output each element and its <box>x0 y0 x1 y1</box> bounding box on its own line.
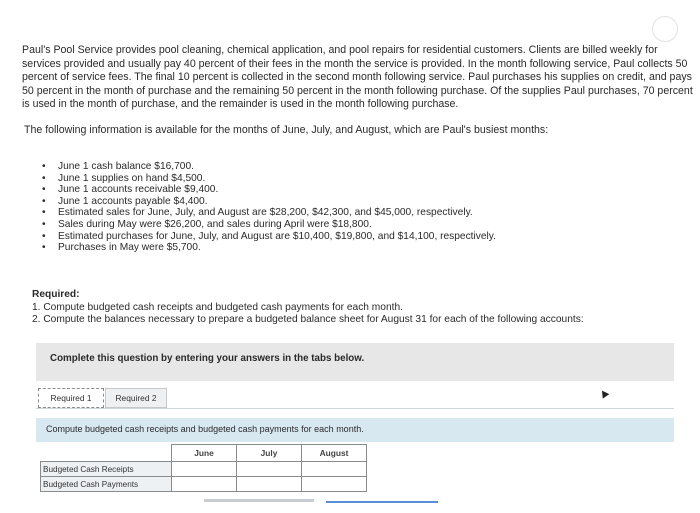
column-header-july: July <box>237 445 302 462</box>
required-item: 2. Compute the balances necessary to prepare a budgeted balance sheet for August 31 for each of the following accounts: <box>32 313 584 325</box>
decorative-circle-icon <box>652 16 678 42</box>
required-list <box>32 302 584 325</box>
cash-payments-august-input[interactable] <box>304 477 364 491</box>
cash-payments-june-input[interactable] <box>174 477 234 491</box>
required-heading: Required: <box>32 289 80 300</box>
row-label-cash-payments: Budgeted Cash Payments <box>41 477 172 492</box>
instruction-text: Compute budgeted cash receipts and budgeted cash payments for each month. <box>46 424 364 434</box>
mouse-cursor-icon <box>599 388 610 398</box>
column-header-june: June <box>172 445 237 462</box>
scrollbar-thumb[interactable] <box>326 501 438 503</box>
required-item: 1. Compute budgeted cash receipts and budgeted cash payments for each month. <box>32 302 403 313</box>
question-box-text: Complete this question by entering your answers in the tabs below. <box>50 353 365 364</box>
bullet-item: • Sales during May were $26,200, and sales during April were $18,800. <box>42 219 496 231</box>
table-row <box>41 462 367 477</box>
bullet-item: • June 1 supplies on hand $4,500. <box>42 173 496 185</box>
table-header-row <box>41 445 367 462</box>
horizontal-scrollbar[interactable] <box>204 499 314 502</box>
cash-payments-july-input[interactable] <box>239 477 299 491</box>
problem-paragraph: Paul's Pool Service provides pool cleaning, chemical application, and pool repairs for residential customers. Clients are billed weekly for services provided and usually pay 40 percent of their fees in the month the service is provided. In the month following service, Paul collects 50 percent of service fees. The final 10 percent is collected in the second month following service. Paul purchases his supplies on credit, and pays 50 percent in the month of purchase and the remaining 50 percent in the month following purchase. Of the supplies Paul purchases, 70 percent is used in the month of purchase, and the remainder is used in the month following purchase. <box>22 44 693 111</box>
instruction-bar <box>36 418 674 442</box>
column-header-august: August <box>302 445 367 462</box>
cash-receipts-june-input[interactable] <box>174 462 234 476</box>
table-row <box>41 477 367 492</box>
header-blank <box>41 445 172 462</box>
bullet-item: • Estimated purchases for June, July, and August are $10,400, $19,800, and $14,100, respectively. <box>42 231 496 243</box>
cash-budget-table <box>40 444 367 492</box>
cash-receipts-august-input[interactable] <box>304 462 364 476</box>
bullet-item: • Purchases in May were $5,700. <box>42 242 496 254</box>
info-intro: The following information is available for the months of June, July, and August, which are Paul's busiest months: <box>24 124 549 136</box>
bullet-item: • June 1 cash balance $16,700. <box>42 161 496 173</box>
row-label-cash-receipts: Budgeted Cash Receipts <box>41 462 172 477</box>
info-bullet-list <box>42 161 496 254</box>
bullet-item: • Estimated sales for June, July, and August are $28,200, $42,300, and $45,000, respectively. <box>42 207 496 219</box>
cash-receipts-july-input[interactable] <box>239 462 299 476</box>
bullet-item: • June 1 accounts receivable $9,400. <box>42 184 496 196</box>
question-box <box>36 343 674 381</box>
tab-required-2[interactable]: Required 2 <box>105 388 167 408</box>
bullet-item: • June 1 accounts payable $4,400. <box>42 196 496 208</box>
tab-required-1[interactable]: Required 1 <box>38 388 104 408</box>
tab-divider <box>36 408 674 409</box>
